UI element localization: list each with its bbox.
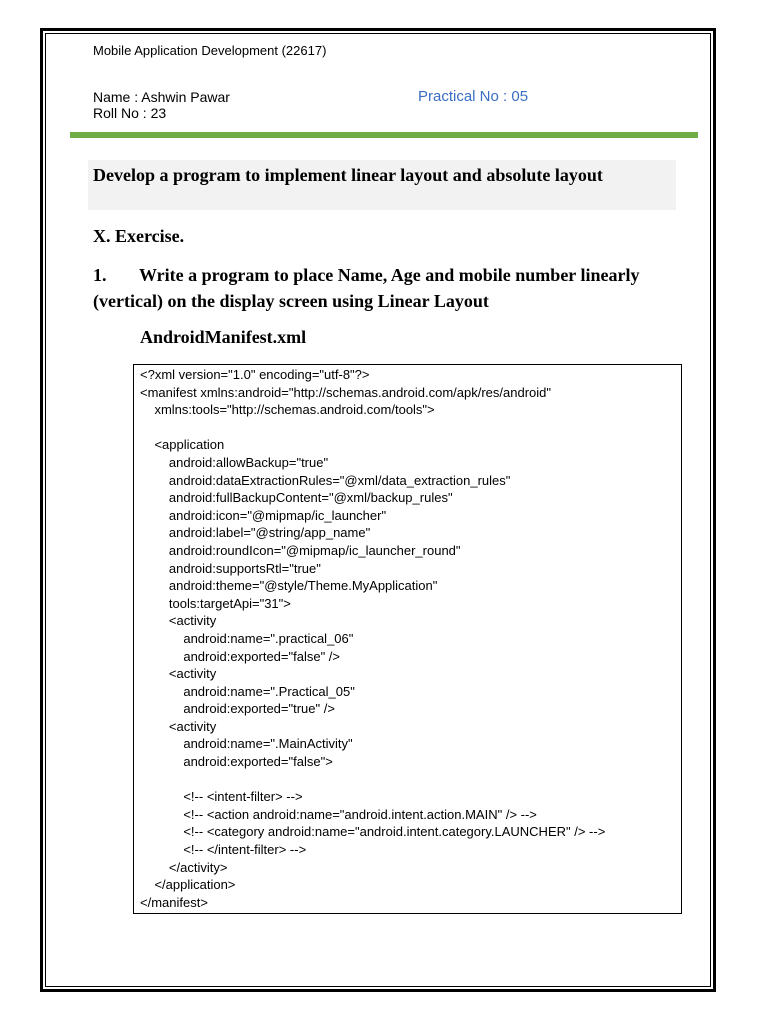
code-line: <!-- <intent-filter> --> [140,789,303,805]
code-line: android:name=".Practical_05" [140,683,355,699]
code-line: android:exported="false" /> [140,648,341,664]
code-line [140,771,681,789]
code-line: android:fullBackupContent="@xml/backup_rules" [140,490,453,506]
code-line: android:allowBackup="true" [140,454,329,470]
question-text: Write a program to place Name, Age and mobile number linearly (vertical) on the display screen using Linear Layout [93,265,640,311]
code-line: android:dataExtractionRules="@xml/data_extraction_rules" [140,472,511,488]
code-line: android:name=".practical_06" [140,630,354,646]
code-line: xmlns:tools="http://schemas.android.com/tools"> [140,402,435,418]
code-line: <application [140,437,225,453]
student-name: Name : Ashwin Pawar [93,89,230,105]
file-title: AndroidManifest.xml [140,327,307,347]
question-1 [93,262,683,314]
code-line: <activity [140,666,217,682]
code-line: </manifest> [140,894,208,910]
code-line [140,419,681,437]
course-title: Mobile Application Development (22617) [93,43,327,58]
code-line: <manifest xmlns:android="http://schemas.android.com/apk/res/android" [140,384,551,400]
code-line: <activity [140,718,217,734]
code-line: tools:targetApi="31"> [140,595,291,611]
code-line: <?xml version="1.0" encoding="utf-8"?> [140,367,370,382]
code-line: android:supportsRtl="true" [140,560,321,576]
code-line: android:exported="false"> [140,754,333,770]
code-line: android:roundIcon="@mipmap/ic_launcher_round" [140,542,461,558]
code-line: android:exported="true" /> [140,701,335,717]
header-divider [70,132,698,138]
aim-statement: Develop a program to implement linear layout and absolute layout [93,165,603,185]
code-line: </activity> [140,859,228,875]
code-line: android:label="@string/app_name" [140,525,371,541]
code-line: android:name=".MainActivity" [140,736,353,752]
code-line: android:icon="@mipmap/ic_launcher" [140,507,387,523]
code-line: <activity [140,613,217,629]
question-number: 1. [93,265,107,285]
code-line: </application> [140,877,236,893]
exercise-heading: X. Exercise. [93,226,185,246]
practical-number: Practical No : 05 [418,88,529,105]
code-line: <!-- <action android:name="android.intent.action.MAIN" /> --> [140,806,537,822]
code-block [133,364,682,914]
roll-number: Roll No : 23 [93,105,167,121]
code-line: <!-- <category android:name="android.intent.category.LAUNCHER" /> --> [140,824,606,840]
code-line: <!-- </intent-filter> --> [140,842,307,858]
code-line: android:theme="@style/Theme.MyApplication" [140,578,438,594]
